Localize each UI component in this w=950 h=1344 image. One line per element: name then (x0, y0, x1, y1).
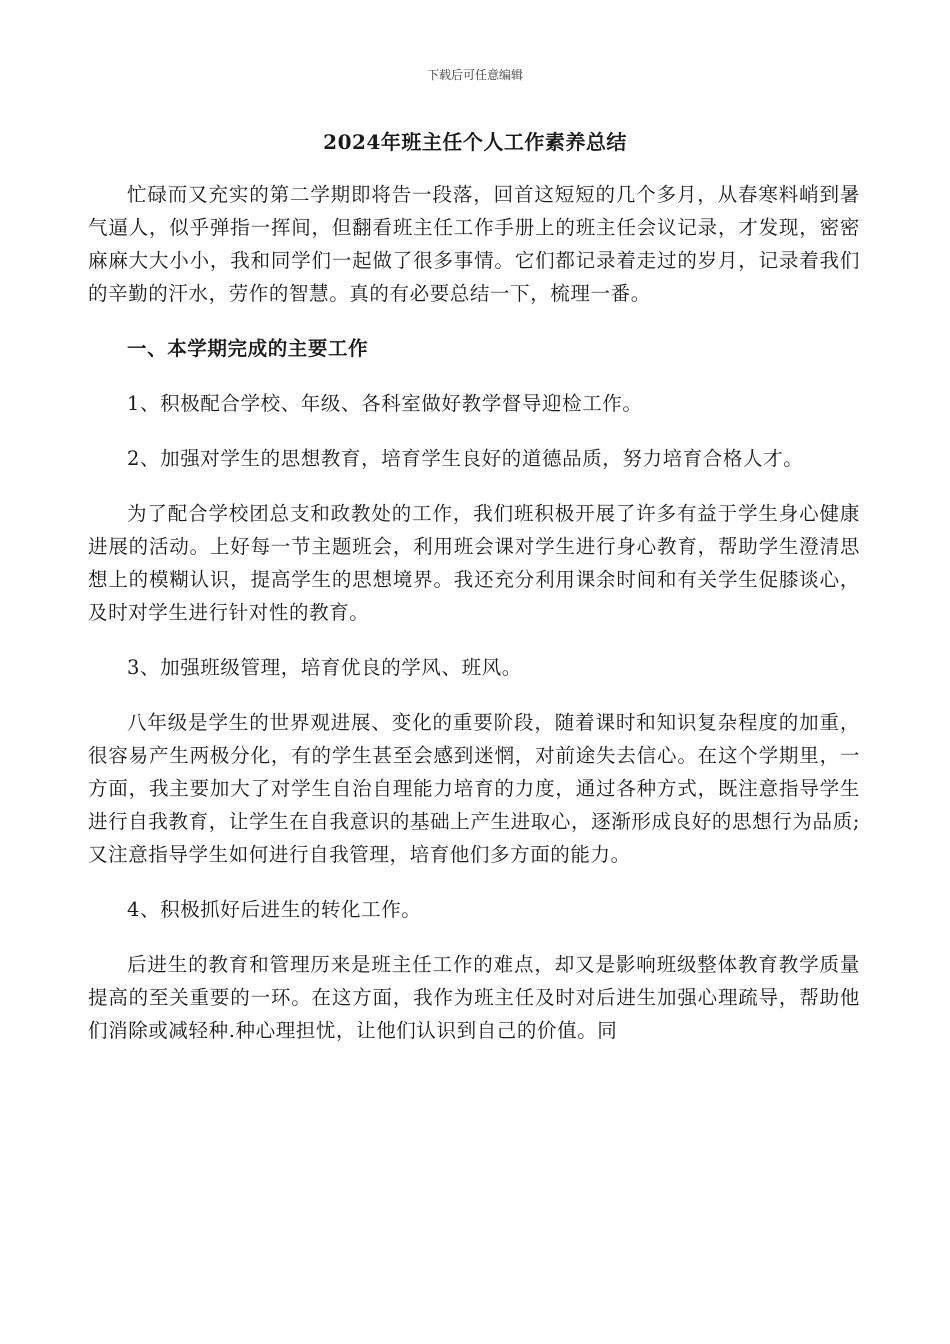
section-heading-1: 一、本学期完成的主要工作 (127, 337, 369, 360)
paragraph-4: 后进生的教育和管理历来是班主任工作的难点，却又是影响班级整体教育教学质量提高的至关重要的一环。在这方面，我作为班主任及时对后进生加强心理疏导，帮助他们消除或减轻种.种心理担忧，让他们认识到自己的价值。同 (88, 953, 860, 1042)
list-item-4: 4、积极抓好后进生的转化工作。 (127, 898, 422, 921)
paragraph-3: 八年级是学生的世界观进展、变化的重要阶段，随着课时和知识复杂程度的加重，很容易产生两极分化，有的学生甚至会感到迷惘，对前途失去信心。在这个学期里，一方面，我主要加大了对学生自治自理能力培育的力度，通过各种方式，既注意指导学生进行自我教育，让学生在自我意识的基础上产生进取心，逐渐形成良好的思想行为品质;又注意指导学生如何进行自我管理，培育他们多方面的能力。 (88, 711, 860, 866)
document-title: 2024年班主任个人工作素养总结 (323, 130, 627, 154)
list-item-2: 2、加强对学生的思想教育，培育学生良好的道德品质，努力培育合格人才。 (127, 447, 804, 470)
list-item-1: 1、积极配合学校、年级、各科室做好教学督导迎检工作。 (127, 392, 643, 415)
intro-paragraph: 忙碌而又充实的第二学期即将告一段落，回首这短短的几个多月，从春寒料峭到暑气逼人，似乎弹指一挥间，但翻看班主任工作手册上的班主任会议记录，才发现，密密麻麻大大小小，我和同学们一起做了很多事情。它们都记录着走过的岁月，记录着我们的辛勤的汗水，劳作的智慧。真的有必要总结一下，梳理一番。 (88, 183, 860, 305)
header-note: 下载后可任意编辑 (426, 68, 523, 82)
document-body (88, 178, 860, 1069)
list-item-3: 3、加强班级管理，培育优良的学风、班风。 (127, 656, 522, 679)
paragraph-2: 为了配合学校团总支和政教处的工作，我们班积极开展了许多有益于学生身心健康进展的活动。上好每一节主题班会，利用班会课对学生进行身心教育，帮助学生澄清思想上的模糊认识，提高学生的思想境界。我还充分利用课余时间和有关学生促膝谈心，及时对学生进行针对性的教育。 (88, 502, 860, 624)
